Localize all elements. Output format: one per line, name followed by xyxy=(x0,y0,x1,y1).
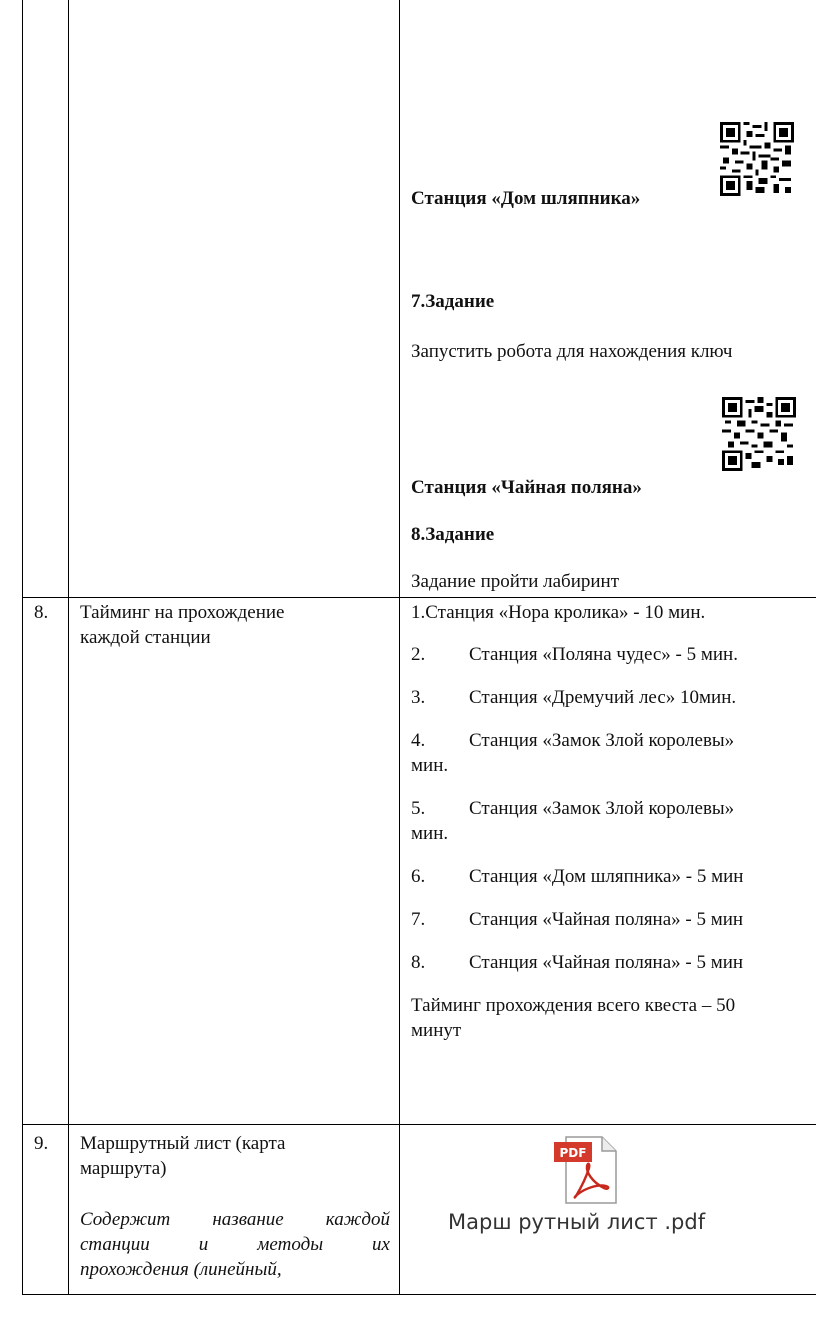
total-timing-line2: минут xyxy=(411,1020,462,1041)
pdf-badge-text: PDF xyxy=(559,1146,587,1160)
table-column-divider-2 xyxy=(399,0,400,1295)
timing-item-5-cont: мин. xyxy=(411,823,449,844)
task7-text: Запустить робота для нахождения ключ xyxy=(411,341,733,362)
row9-label-line2: маршрута) xyxy=(80,1158,167,1179)
row8-number: 8. xyxy=(34,602,49,623)
timing-item-5-number: 5. xyxy=(411,798,426,819)
task8-text: Задание пройти лабиринт xyxy=(411,571,620,592)
row9-description xyxy=(80,1207,390,1282)
row9-desc-line1: Содержит название каждой xyxy=(80,1209,390,1230)
timing-item-7-number: 7. xyxy=(411,909,426,930)
timing-item-6-number: 6. xyxy=(411,866,426,887)
pdf-file-icon[interactable] xyxy=(552,1134,624,1206)
station-tea-heading: Станция «Чайная поляна» xyxy=(411,477,642,498)
timing-item-4-number: 4. xyxy=(411,730,426,751)
table-border-bottom xyxy=(22,1294,816,1295)
task8-title: 8.Задание xyxy=(411,524,495,545)
timing-item-4-cont: мин. xyxy=(411,755,449,776)
timing-item-8: Станция «Чайная поляна» - 5 мин xyxy=(469,952,744,973)
table-row-divider-9 xyxy=(22,1124,816,1125)
timing-item-8-number: 8. xyxy=(411,952,426,973)
row9-desc-line2: станции и методы их xyxy=(80,1234,390,1255)
row9-label-line1: Маршрутный лист (карта xyxy=(80,1133,286,1154)
row8-label-line2: каждой станции xyxy=(80,627,211,648)
timing-item-4: Станция «Замок Злой королевы» xyxy=(469,730,735,751)
timing-item-3-number: 3. xyxy=(411,687,426,708)
attachment-filename[interactable]: Марш рутный лист .pdf xyxy=(448,1210,706,1234)
table-row-divider-8 xyxy=(22,597,816,598)
task7-title: 7.Задание xyxy=(411,291,495,312)
qr-code-icon xyxy=(722,397,796,471)
timing-item-6: Станция «Дом шляпника» - 5 мин xyxy=(469,866,744,887)
qr-code-icon xyxy=(720,122,794,196)
timing-item-3: Станция «Дремучий лес» 10мин. xyxy=(469,687,737,708)
table-column-divider-1 xyxy=(68,0,69,1295)
timing-item-2: Станция «Поляна чудес» - 5 мин. xyxy=(469,644,738,665)
table-border-left xyxy=(22,0,23,1295)
row9-desc-line3: прохождения (линейный, xyxy=(80,1259,282,1280)
timing-item-1: 1.Станция «Нора кролика» - 10 мин. xyxy=(411,602,706,623)
timing-item-5: Станция «Замок Злой королевы» xyxy=(469,798,735,819)
station-hatter-heading: Станция «Дом шляпника» xyxy=(411,188,641,209)
row9-number: 9. xyxy=(34,1133,49,1154)
total-timing-line1: Тайминг прохождения всего квеста – 50 xyxy=(411,995,736,1016)
timing-item-7: Станция «Чайная поляна» - 5 мин xyxy=(469,909,744,930)
timing-item-2-number: 2. xyxy=(411,644,426,665)
row8-label-line1: Тайминг на прохождение xyxy=(80,602,285,623)
